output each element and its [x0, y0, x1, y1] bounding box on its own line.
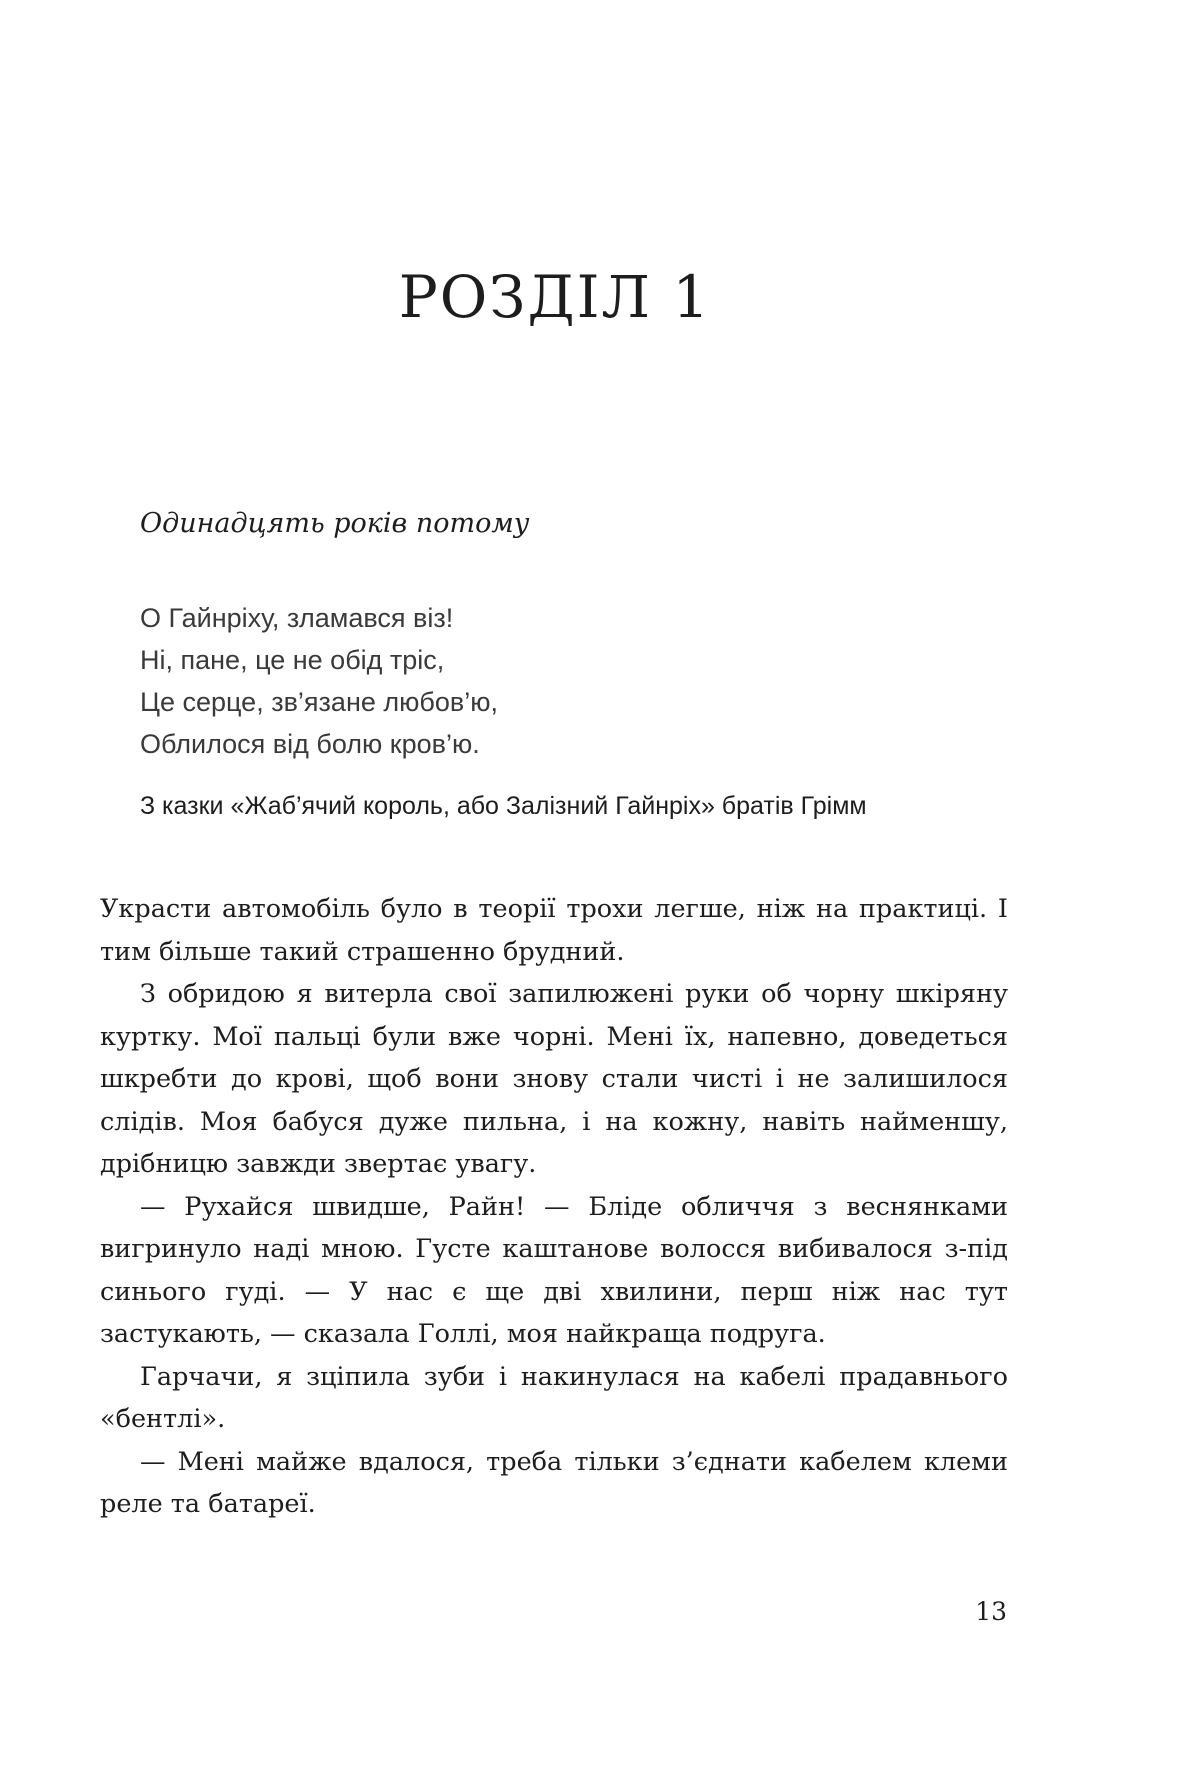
- epigraph-poem: [140, 597, 498, 765]
- page-number: 13: [975, 1597, 1007, 1626]
- epigraph-source: З казки «Жаб’ячий король, або Залізний Гайнріх» братів Грімм: [140, 792, 867, 820]
- paragraph: Гарчачи, я зціпила зуби і накинулася на кабелі прадавнього «бентлі».: [100, 1361, 1008, 1434]
- poem-line: Облилося від болю кров’ю.: [140, 729, 480, 759]
- paragraph: — Мені майже вдалося, треба тільки з’єднати кабелем клеми реле та батареї.: [100, 1446, 1008, 1519]
- poem-line: Ні, пане, це не обід тріс,: [140, 645, 445, 675]
- paragraph: Украсти автомобіль було в теорії трохи легше, ніж на практиці. І тим більше такий страшенно брудний.: [100, 894, 1008, 967]
- poem-line: Це серце, зв’язане любов’ю,: [140, 687, 498, 717]
- chapter-body: [100, 888, 1008, 1526]
- epigraph-time-note: Одинадцять років потому: [140, 508, 530, 539]
- paragraph: — Рухайся швидше, Райн! — Бліде обличчя з веснянками вигринуло наді мною. Густе каштанове волосся вибивалося з-під синього гуді. — У нас є ще дві хвилини, перш ніж нас тут застукають, — сказала Голлі, моя найкраща подруга.: [100, 1191, 1008, 1349]
- paragraph: З обридою я витерла свої запилюжені руки об чорну шкіряну куртку. Мої пальці були вже чорні. Мені їх, напевно, доведеться шкребти до крові, щоб вони знову стали чисті і не залишилося слідів. Моя бабуся дуже пильна, і на кожну, навіть найменшу, дрібницю завжди звертає увагу.: [100, 979, 1008, 1179]
- chapter-title: РОЗДІЛ 1: [398, 263, 712, 331]
- poem-line: О Гайнріху, зламався віз!: [140, 603, 454, 633]
